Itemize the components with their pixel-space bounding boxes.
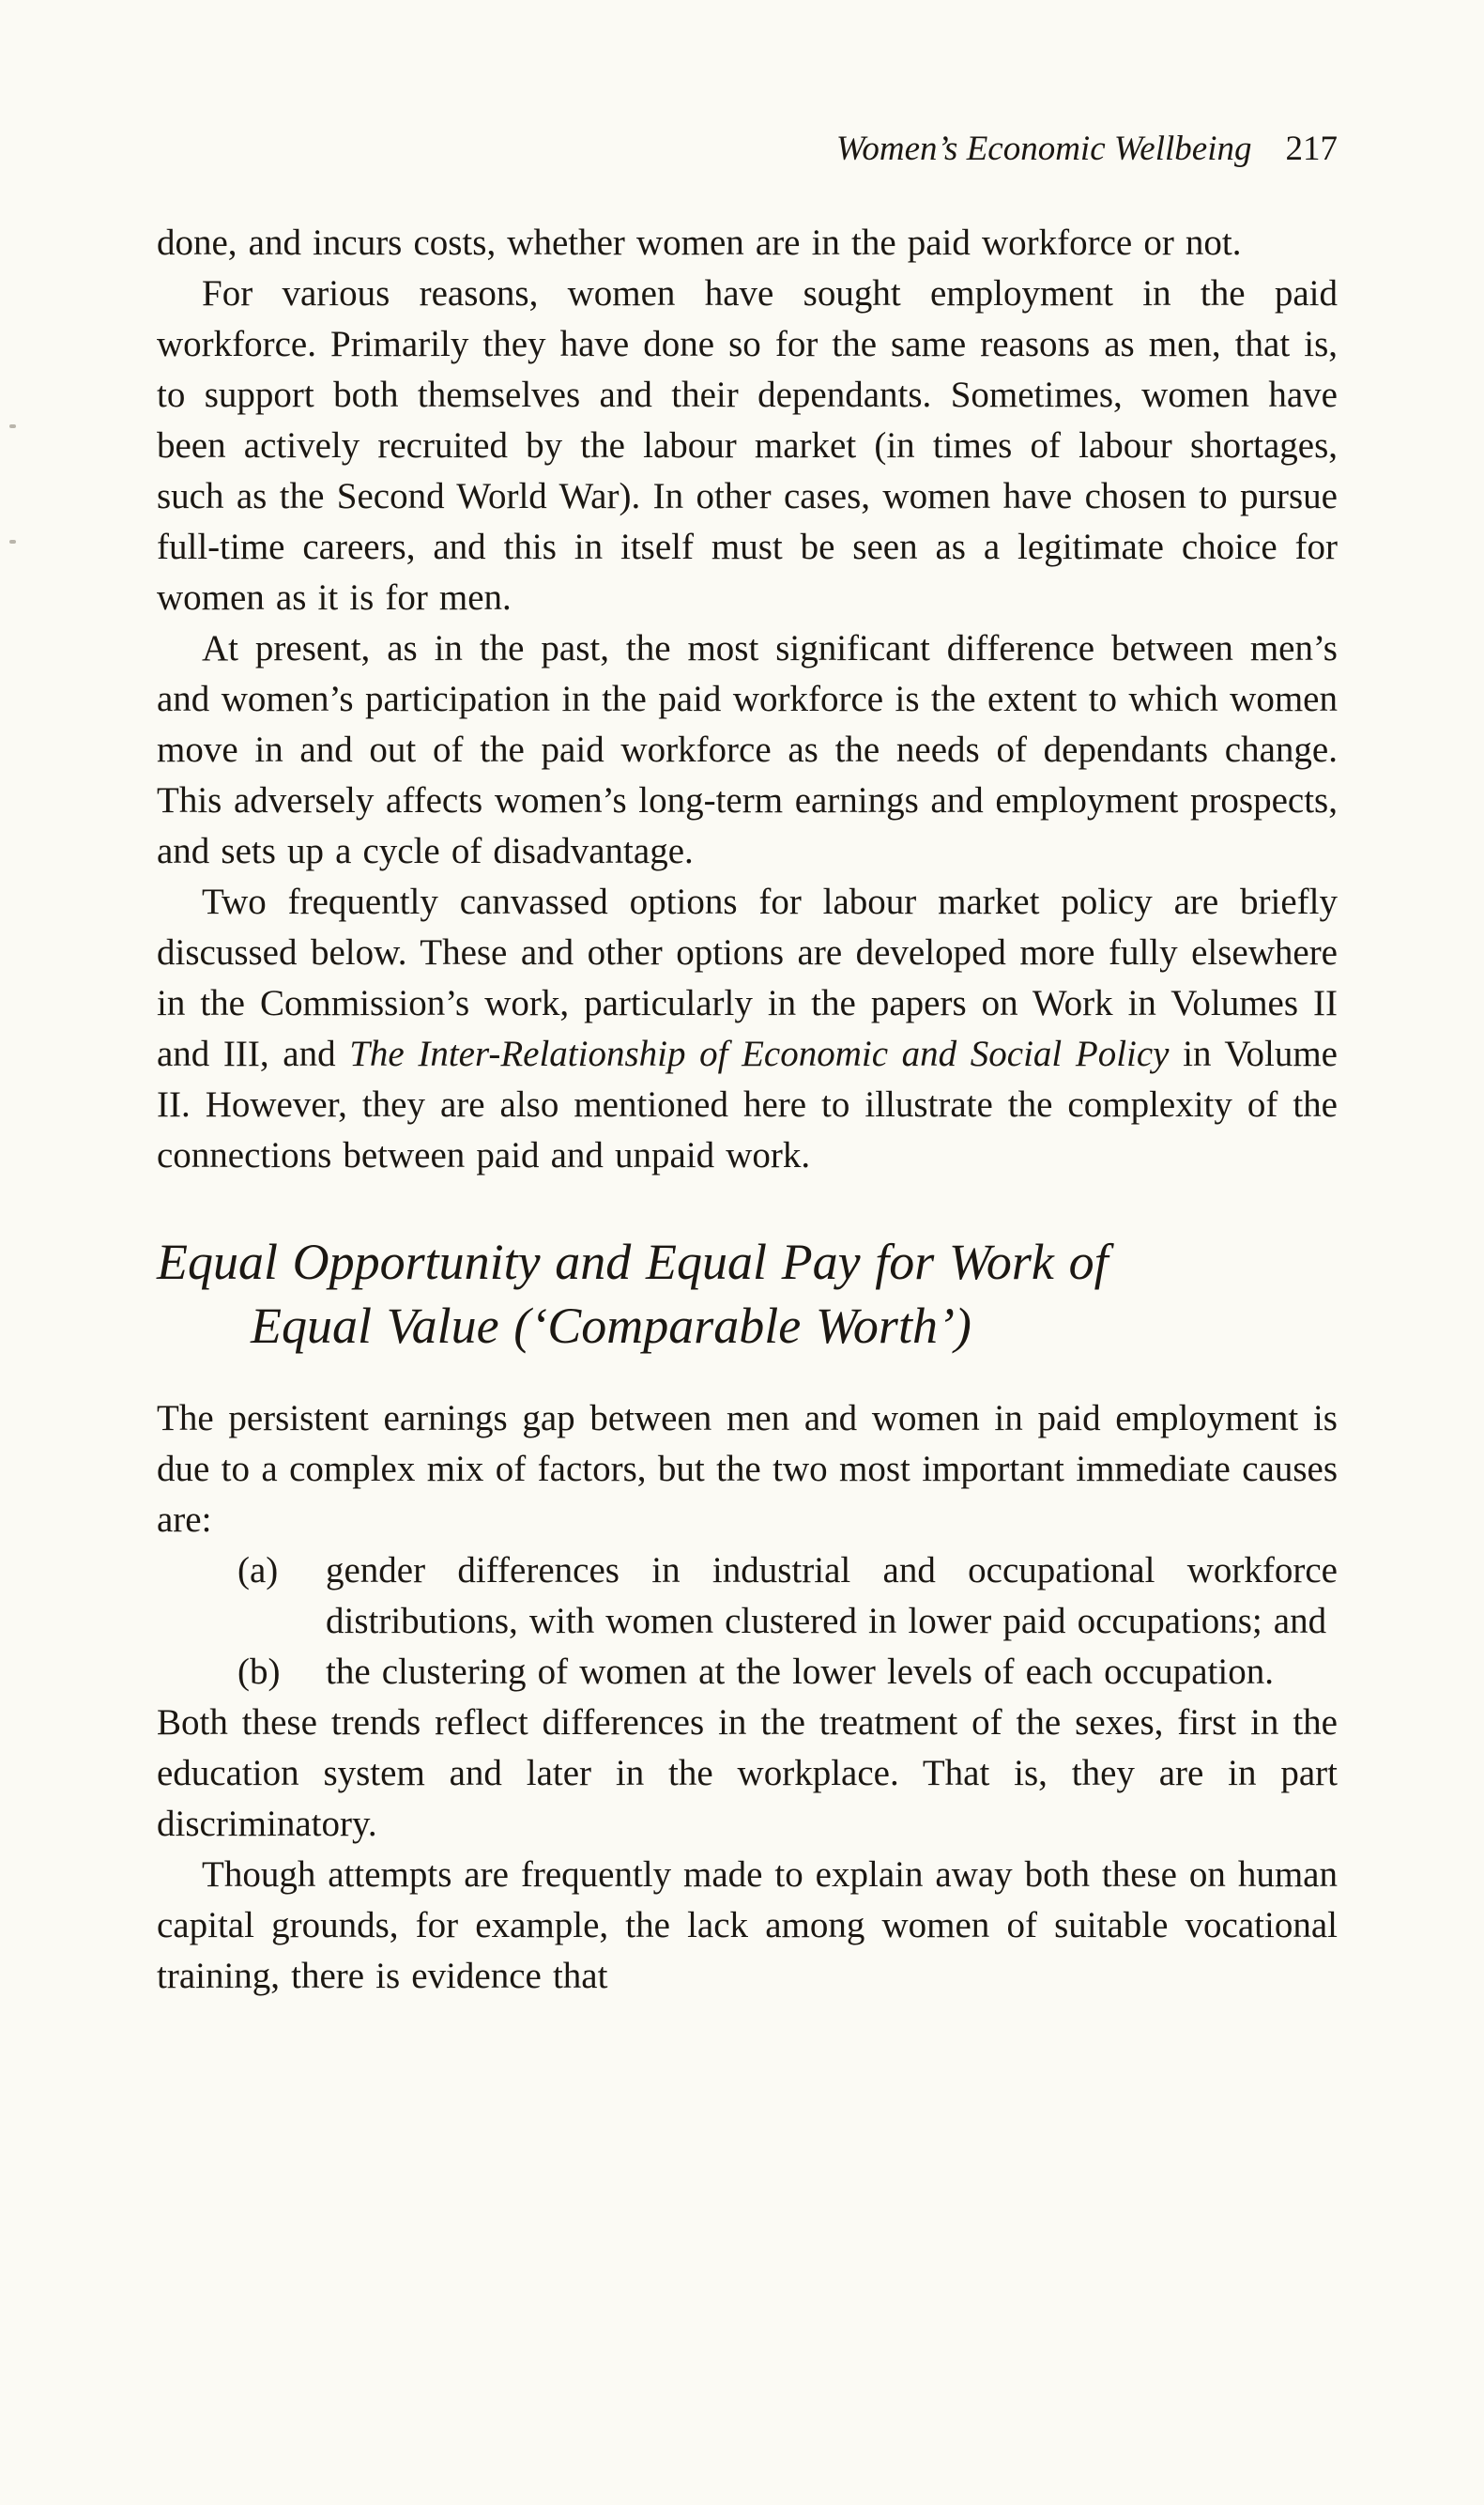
- paragraph: [157, 1393, 1338, 1545]
- section-heading-line: Equal Value (‘Comparable Worth’): [251, 1298, 971, 1354]
- list-item: [157, 1647, 1338, 1698]
- text-run: the clustering of women at the lower levels of each occupation.: [326, 1652, 1274, 1692]
- section-heading: [157, 1230, 1338, 1358]
- section-heading-line: Equal Opportunity and Equal Pay for Work of: [157, 1234, 1109, 1290]
- paragraph: [157, 1698, 1338, 1850]
- text-run: At present, as in the past, the most significant difference between men’s and women’s participation in the paid workforce is the extent to which women move in and out of the paid workforce as the needs of dependants change. This adversely affects women’s long-term earnings and employment prospects, and sets up a cycle of disadvantage.: [157, 628, 1338, 871]
- text-run: Both these trends reflect differences in the treatment of the sexes, first in the education system and later in the workplace. That is, they are in part discriminatory.: [157, 1702, 1338, 1844]
- page-body: [157, 218, 1338, 2002]
- paragraph: [157, 623, 1338, 877]
- scan-artifact: [9, 540, 16, 544]
- list-item-label: (b): [237, 1652, 281, 1692]
- paragraph: [157, 1850, 1338, 2002]
- paragraph: [157, 877, 1338, 1181]
- paragraph: [157, 218, 1338, 269]
- text-run: Two frequently canvassed options for labour market policy are briefly discussed below. These and other options are developed more fully elsewhere in the Commission’s work, particularly in the papers on Work in Volumes II and III, and: [157, 882, 1338, 1074]
- running-header: [157, 128, 1338, 171]
- text-run: For various reasons, women have sought employment in the paid workforce. Primarily they have done so for the same reasons as men, that is, to support both themselves and their dependants. Sometimes, women have been actively recruited by the labour market (in times of labour shortages, such as the Second World War). In other cases, women have chosen to pursue full-time careers, and this in itself must be seen as a legitimate choice for women as it is for men.: [157, 273, 1338, 618]
- list-item-label: (a): [237, 1550, 279, 1591]
- text-run: Though attempts are frequently made to explain away both these on human capital grounds, for example, the lack among women of suitable vocational training, there is evidence that: [157, 1854, 1338, 1996]
- italic-text-run: The Inter-Relationship of Economic and Social Policy: [349, 1034, 1170, 1074]
- text-run: done, and incurs costs, whether women are in the paid workforce or not.: [157, 223, 1242, 263]
- list-item: [157, 1545, 1338, 1647]
- scan-artifact: [9, 424, 16, 428]
- text-run: The persistent earnings gap between men and women in paid employment is due to a complex mix of factors, but the two most important immediate causes are:: [157, 1398, 1338, 1540]
- text-run: in Volume II. However, they are also mentioned here to illustrate the complexity of the connections between paid and unpaid work.: [157, 1034, 1338, 1176]
- text-run: gender differences in industrial and occupational workforce distributions, with women clustered in lower paid occupations; and: [326, 1550, 1338, 1641]
- running-header-title: Women’s Economic Wellbeing: [835, 130, 1252, 168]
- paragraph: [157, 269, 1338, 623]
- page-number: 217: [1285, 130, 1338, 168]
